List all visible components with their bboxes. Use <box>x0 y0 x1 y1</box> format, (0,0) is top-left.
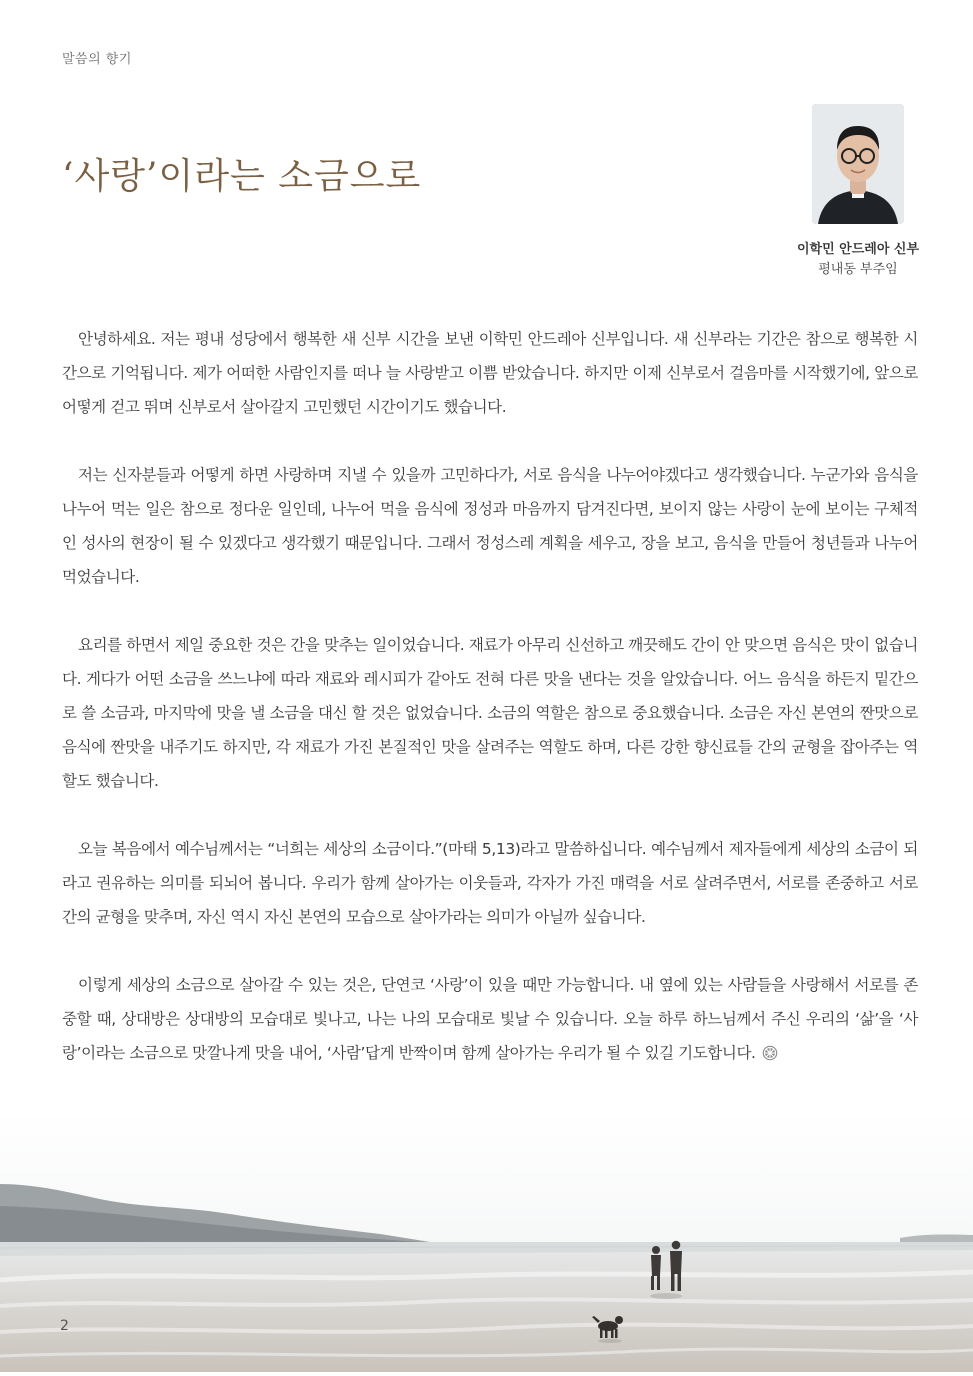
author-name: 이학민 안드레아 신부 <box>796 242 920 257</box>
paragraph-last <box>62 968 918 1070</box>
paragraph: 저는 신자분들과 어떻게 하면 사랑하며 지낼 수 있을까 고민하다가, 서로 음식을 나누어야겠다고 생각했습니다. 누군가와 음식을 나누어 먹는 일은 참으로 정다운 일인데, 나누어 먹을 음식에 정성과 마음까지 담겨진다면, 보이지 않는 사랑이 눈에 보이는 구체적인 성사의 현장이 될 수 있겠다고 생각했기 때문입니다. 그래서 정성스레 계획을 세우고, 장을 보고, 음식을 만들어 청년들과 나누어 먹었습니다. <box>62 466 918 586</box>
paragraph: 요리를 하면서 제일 중요한 것은 간을 맞추는 일이었습니다. 재료가 아무리 신선하고 깨끗해도 간이 안 맞으면 음식은 맛이 없습니다. 게다가 어떤 소금을 쓰느냐에 따라 재료와 레시피가 같아도 전혀 다른 맛을 낸다는 것을 알았습니다. 어느 음식을 하든지 밑간으로 쓸 소금과, 마지막에 맛을 낼 소금을 대신 할 것은 없었습니다. 소금의 역할은 참으로 중요했습니다. 소금은 자신 본연의 짠맛으로 음식에 짠맛을 내주기도 하지만, 각 재료가 가진 본질적인 맛을 살려주는 역할도 하며, 다른 강한 향신료들 간의 균형을 잡아주는 역할도 했습니다. <box>62 636 918 790</box>
beach-scene-illustration <box>0 1110 973 1372</box>
author-portrait <box>812 104 904 224</box>
author-role: 평내동 부주임 <box>818 262 898 277</box>
beach-scene-svg <box>0 1110 973 1372</box>
paragraph: 안녕하세요. 저는 평내 성당에서 행복한 새 신부 시간을 보낸 이학민 안드레아 신부입니다. 새 신부라는 기간은 참으로 행복한 시간으로 기억됩니다. 제가 어떠한 사람인지를 떠나 늘 사랑받고 이쁨 받았습니다. 하지만 이제 신부로서 걸음마를 시작했기에, 앞으로 어떻게 걷고 뛰며 신부로서 살아갈지 고민했던 시간이기도 했습니다. <box>62 330 918 416</box>
article-title: ‘사랑’이라는 소금으로 <box>62 156 422 197</box>
paragraph-text: 이렇게 세상의 소금으로 살아갈 수 있는 것은, 단연코 ‘사랑’이 있을 때만 가능합니다. 내 옆에 있는 사람들을 사랑해서 서로를 존중할 때, 상대방은 상대방의 모습대로 빛나고, 나는 나의 모습대로 빛날 수 있습니다. 오늘 하루 하느님께서 주신 우리의 ‘삶’을 ‘사랑’이라는 소금으로 맛깔나게 맛을 내어, ‘사람’답게 반짝이며 함께 살아가는 우리가 될 수 있길 기도합니다. <box>62 976 918 1062</box>
paragraph: 오늘 복음에서 예수님께서는 “너희는 세상의 소금이다.”(마태 5,13)라고 말씀하십니다. 예수님께서 제자들에게 세상의 소금이 되라고 권유하는 의미를 되뇌어 봅니다. 우리가 함께 살아가는 이웃들과, 각자가 가진 매력을 서로 살려주면서, 서로를 존중하고 서로간의 균형을 맞추며, 자신 역시 자신 본연의 모습으로 살아가라는 의미가 아닐까 싶습니다. <box>62 840 918 926</box>
section-label: 말씀의 향기 <box>62 52 132 67</box>
page-number: 2 <box>60 1318 69 1334</box>
end-mark-icon <box>762 1045 778 1061</box>
article-body <box>62 322 918 1104</box>
portrait-illustration <box>812 104 904 224</box>
